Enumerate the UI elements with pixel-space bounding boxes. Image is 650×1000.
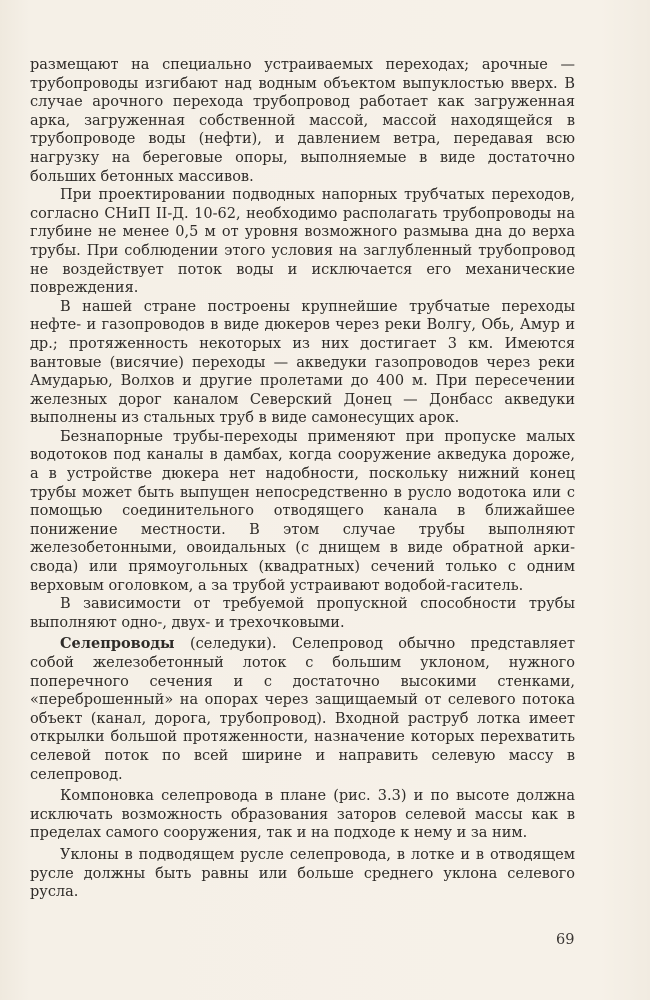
paragraph-underwater-design: При проектировании подводных напорных трубчатых переходов, согласно СНиП II-Д. 10-62, необходимо располагать трубопроводы на глубине не менее 0,5 м от уровня возможного размыва дна до верха трубы. При соблюдении этого условия на заглубленный трубопровод не воздействует поток воды и исключается его механические повреждения. (30, 187, 575, 297)
term-mudflow-conduits: Селепроводы (60, 635, 175, 653)
paragraph-mudflow-conduits-text: (селедуки). Селепровод обычно представляет собой железобетонный лоток с большим уклоном, нужного поперечного сечения и с достаточно высокими стенками, «переброшенный» на опорах через защищаемый от селевого потока объект (канал, дорога, трубопровод). Входной раструб лотка имеет открылки большой протяженности, назначение которых перехватить селевой поток по всей ширине и направить селевую массу в селепровод. (30, 636, 575, 783)
paragraph-arch-crossings: размещают на специально устраиваемых переходах; арочные — трубопроводы изгибают над водным объектом выпуклостью вверх. В случае арочного перехода трубопровод работает как загруженная арка, загруженная собственной массой, массой находящейся в трубопроводе воды (нефти), и давлением ветра, передавая всю нагрузку на береговые опоры, выполняемые в виде достаточно больших бетонных массивов. (30, 57, 575, 185)
paragraph-layout: Компоновка селепровода в плане (рис. 3.3) и по высоте должна исключать возможность образования заторов селевой массы как в пределах самого сооружения, так и на подходе к нему и за ним. (30, 788, 575, 842)
paragraph-mudflow-conduits (30, 635, 575, 784)
body-text (30, 56, 575, 902)
paragraph-largest-crossings: В нашей стране построены крупнейшие трубчатые переходы нефте- и газопроводов в виде дюкеров через реки Волгу, Обь, Амур и др.; протяженность некоторых из них достигает 3 км. Имеются вантовые (висячие) переходы — акведуки газопроводов через реки Амударью, Волхов и другие пролетами до 400 м. При пересечении железных дорог каналом Северский Донец — Донбасс акведуки выполнены из стальных труб в виде самонесущих арок. (30, 298, 575, 427)
paragraph-pipe-capacity: В зависимости от требуемой пропускной способности трубы выполняют одно-, двух- и трехочковыми. (30, 596, 575, 631)
paragraph-pressureless-pipes: Безнапорные трубы-переходы применяют при пропуске малых водотоков под каналы в дамбах, когда сооружение акведука дороже, а в устройстве дюкера нет надобности, поскольку нижний конец трубы может быть выпущен непосредственно в русло водотока или с помощью соединительного отводящего канала в ближайшее понижение местности. В этом случае трубы выполняют железобетонными, овоидальных (с днищем в виде обратной арки-свода) или прямоугольных (квадратных) сечений только с одним верховым оголовком, а за трубой устраивают водобой-гаситель. (30, 428, 575, 594)
page-number: 69 (556, 932, 575, 948)
paragraph-slopes: Уклоны в подводящем русле селепровода, в лотке и в отводящем русле должны быть равны или больше среднего уклона селевого русла. (30, 846, 575, 901)
